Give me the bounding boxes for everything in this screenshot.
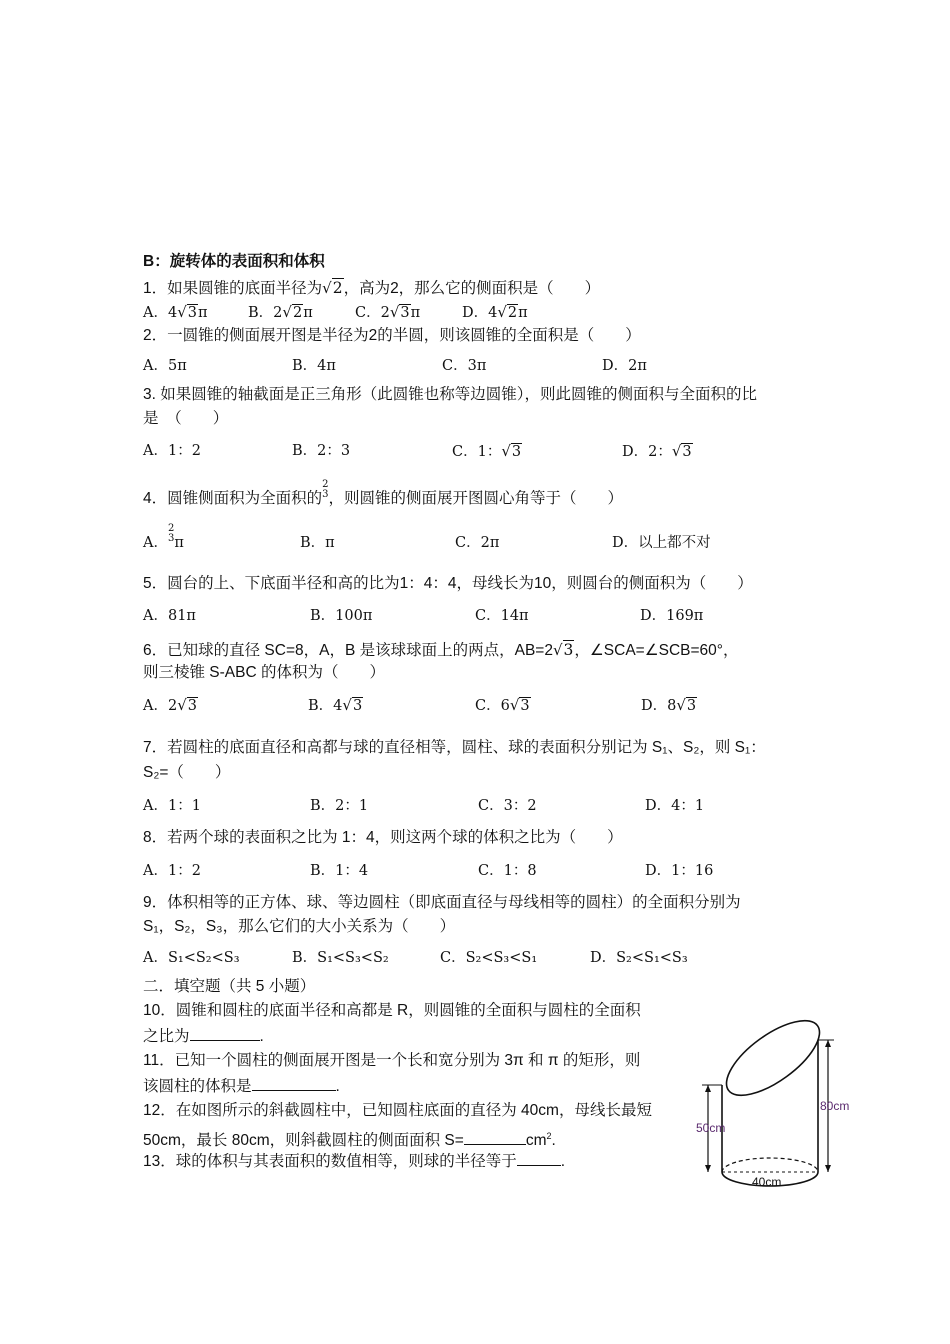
label-40cm: 40cm <box>752 1175 782 1189</box>
question-10-line1: 10．圆锥和圆柱的底面半径和高都是 R，则圆锥的全面积与圆柱的全面积 <box>143 1002 641 1019</box>
question-4: 4．圆锥侧面积为全面积的 2 3 ，则圆锥的侧面展开图圆心角等于（ ） <box>143 479 624 508</box>
q5-option-c[interactable]: C．14π <box>475 608 529 624</box>
q8-option-b[interactable]: B．1：4 <box>310 863 369 879</box>
q1-suffix: ，高为2，那么它的侧面积是（ ） <box>343 280 601 297</box>
q9-option-b[interactable]: B．S₁<S₃<S₂ <box>292 950 389 966</box>
q4-option-a[interactable]: A． 2 3 π <box>143 523 184 551</box>
question-6-line1: 6．已知球的直径 SC=8，A，B 是该球球面上的两点，AB=2√3，∠SCA=∠SCB=60°， <box>143 641 739 659</box>
base-back-arc <box>722 1158 818 1172</box>
question-2: 2．一圆锥的侧面展开图是半径为2的半圆，则该圆锥的全面积是（ ） <box>143 327 641 344</box>
q9-option-a[interactable]: A．S₁<S₂<S₃ <box>143 950 240 966</box>
question-6-line2: 则三棱锥 S-ABC 的体积为（ ） <box>143 664 385 681</box>
section-title: B：旋转体的表面积和体积 <box>143 253 325 270</box>
q9-option-d[interactable]: D．S₂<S₁<S₃ <box>590 950 688 966</box>
fraction-two-thirds: 2 3 <box>322 479 329 500</box>
question-11-line2: 该圆柱的体积是 . <box>143 1078 340 1095</box>
sqrt-2: √2 <box>322 279 343 297</box>
question-13: 13．球的体积与其表面积的数值相等，则球的半径等于 . <box>143 1153 566 1170</box>
q7-option-b[interactable]: B．2：1 <box>310 798 369 814</box>
q7-option-d[interactable]: D．4：1 <box>645 798 705 814</box>
arrow-down-long <box>825 1165 831 1172</box>
answer-blank-11[interactable] <box>252 1076 336 1091</box>
q6-option-c[interactable]: C．6√3 <box>475 696 530 714</box>
answer-blank-10[interactable] <box>190 1026 260 1041</box>
q3-option-a[interactable]: A．1：2 <box>143 443 201 459</box>
question-7-line2: S₂=（ ） <box>143 764 231 781</box>
question-7-line1: 7．若圆柱的底面直径和高都与球的直径相等，圆柱、球的表面积分别记为 S₁、S₂，则 S₁： <box>143 739 766 756</box>
q6-option-a[interactable]: A．2√3 <box>143 696 197 714</box>
q2-option-c[interactable]: C．3π <box>442 358 487 374</box>
question-1 <box>143 278 600 299</box>
answer-blank-13[interactable] <box>517 1151 561 1166</box>
q1-option-c[interactable]: C．2√3π <box>355 303 421 321</box>
question-10-line2: 之比为 . <box>143 1028 264 1045</box>
question-3-line1: 3. 如果圆锥的轴截面是正三角形（此圆锥也称等边圆锥），则此圆锥的侧面积与全面积的比 <box>143 386 757 403</box>
q7-option-a[interactable]: A．1：1 <box>143 798 201 814</box>
q5-option-d[interactable]: D．169π <box>640 608 704 624</box>
question-8: 8．若两个球的表面积之比为 1：4，则这两个球的体积之比为（ ） <box>143 829 623 846</box>
q8-option-d[interactable]: D．1：16 <box>645 863 714 879</box>
question-9-line1: 9．体积相等的正方体、球、等边圆柱（即底面直径与母线相等的圆柱）的全面积分别为 <box>143 894 741 911</box>
arrow-down-short <box>705 1165 711 1172</box>
label-50cm: 50cm <box>696 1121 726 1135</box>
q3-option-b[interactable]: B．2：3 <box>292 443 351 459</box>
label-80cm: 80cm <box>820 1099 850 1113</box>
q1-option-b[interactable]: B．2√2π <box>248 303 313 321</box>
fill-section-title: 二．填空题（共 5 小题） <box>143 978 316 995</box>
q2-option-d[interactable]: D．2π <box>602 358 647 374</box>
top-ellipse <box>715 1010 831 1109</box>
q6-option-d[interactable]: D．8√3 <box>641 696 697 714</box>
q2-option-a[interactable]: A．5π <box>143 358 187 374</box>
question-5: 5．圆台的上、下底面半径和高的比为1：4：4，母线长为10，则圆台的侧面积为（ ） <box>143 575 753 592</box>
arrow-up-long <box>825 1040 831 1047</box>
question-11-line1: 11．已知一个圆柱的侧面展开图是一个长和宽分别为 3π 和 π 的矩形，则 <box>143 1052 641 1069</box>
question-12-line1: 12．在如图所示的斜截圆柱中，已知圆柱底面的直径为 40cm，母线长最短 <box>143 1102 652 1119</box>
q7-option-c[interactable]: C．3：2 <box>478 798 537 814</box>
question-12-line2: 50cm，最长 80cm，则斜截圆柱的侧面面积 $S= cm^2$. <box>143 1131 556 1150</box>
question-9-line2: S₁，S₂，S₃，那么它们的大小关系为（ ） <box>143 918 456 935</box>
q8-option-a[interactable]: A．1：2 <box>143 863 201 879</box>
q1-option-d[interactable]: D．4√2π <box>462 303 528 321</box>
answer-blank-12[interactable] <box>464 1130 526 1145</box>
q1-prefix: 1．如果圆锥的底面半径为 <box>143 280 323 297</box>
q6-option-b[interactable]: B．4√3 <box>308 696 363 714</box>
q3-option-d[interactable]: D．2：√3 <box>622 442 692 460</box>
q5-option-a[interactable]: A．81π <box>143 608 196 624</box>
question-3-line2: 是 （ ） <box>143 410 229 427</box>
arrow-up-short <box>705 1085 711 1092</box>
q9-option-c[interactable]: C．S₂<S₃<S₁ <box>440 950 538 966</box>
q8-option-c[interactable]: C．1：8 <box>478 863 537 879</box>
q4-option-c[interactable]: C．2π <box>455 535 500 551</box>
q3-option-c[interactable]: C．1：√3 <box>452 442 522 460</box>
q4-option-b[interactable]: B．π <box>300 535 335 551</box>
q5-option-b[interactable]: B．100π <box>310 608 373 624</box>
q4-option-d[interactable]: D．以上都不对 <box>612 535 711 551</box>
q2-option-b[interactable]: B．4π <box>292 358 336 374</box>
q1-option-a[interactable]: A．4√3π <box>143 303 208 321</box>
truncated-cylinder-figure <box>690 1010 860 1205</box>
